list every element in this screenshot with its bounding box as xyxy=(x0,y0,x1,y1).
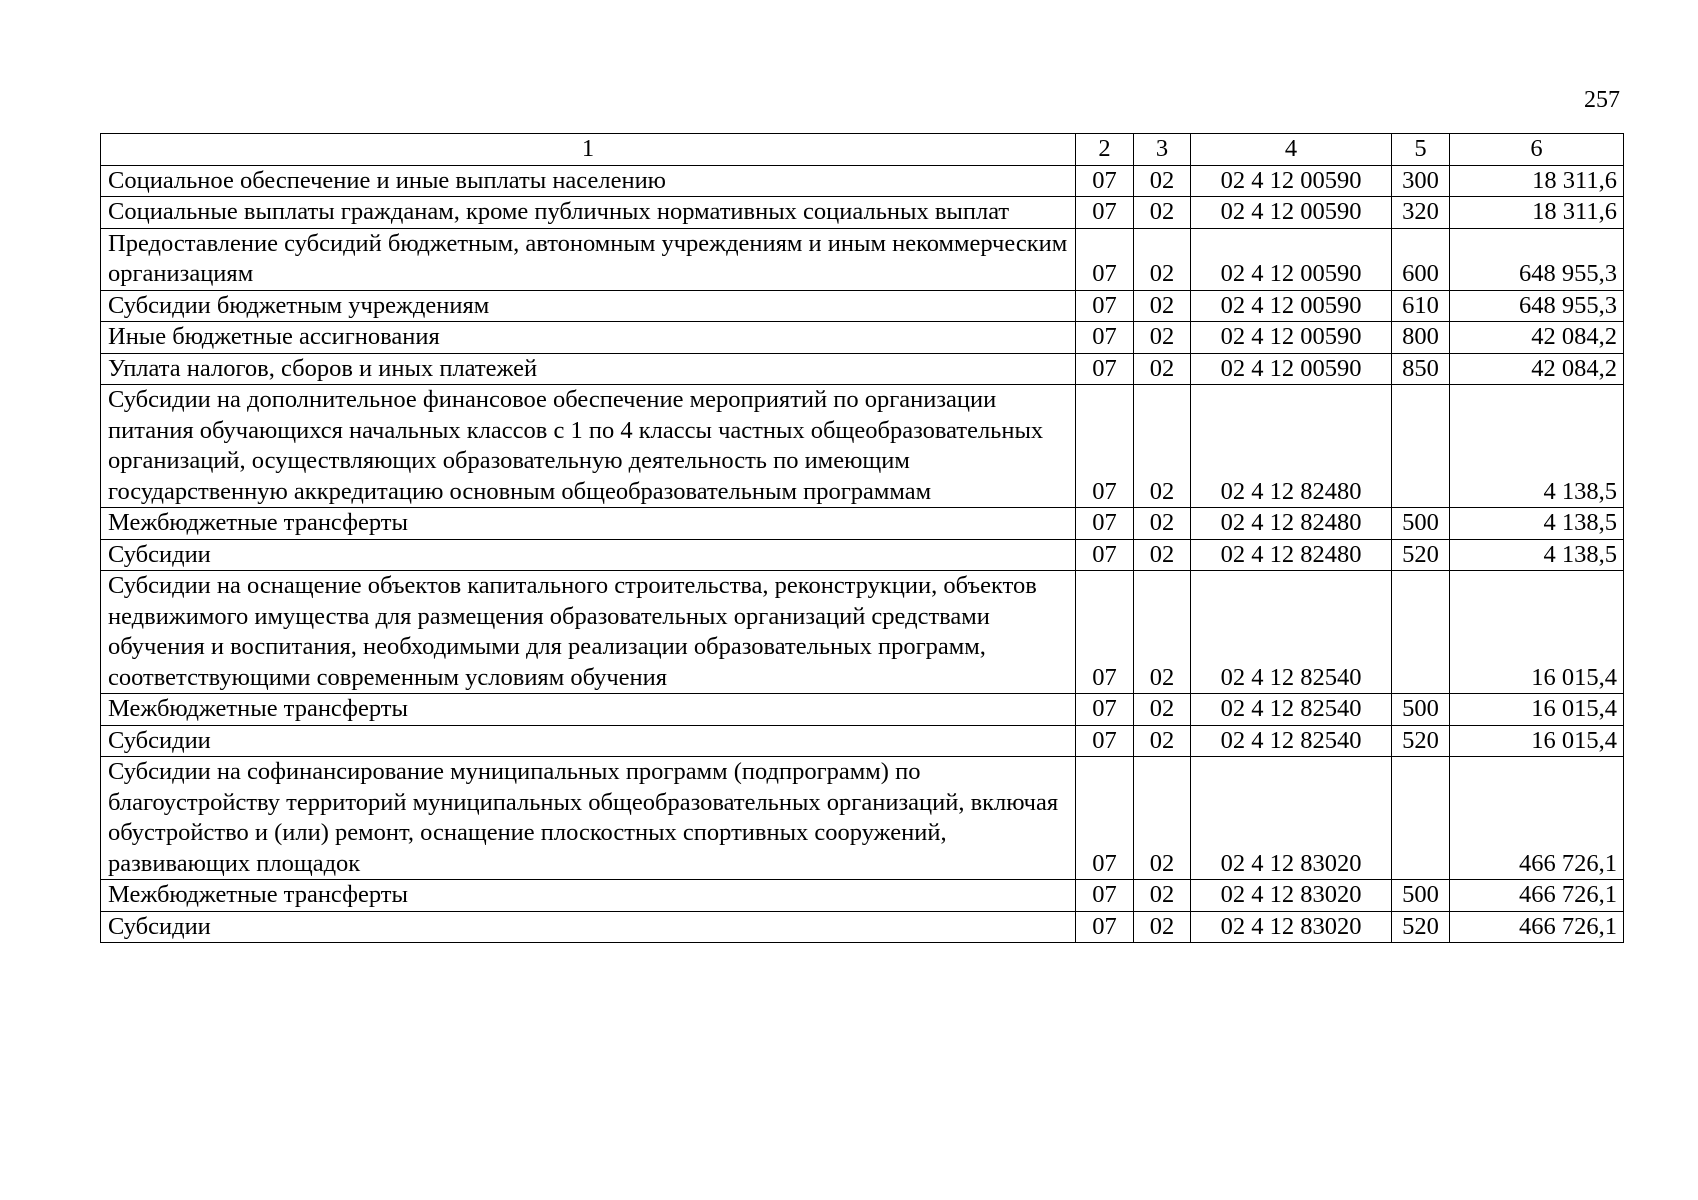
row-target-article-cell: 02 4 12 00590 xyxy=(1191,290,1392,322)
row-target-article-cell: 02 4 12 82480 xyxy=(1191,385,1392,508)
row-name-cell: Субсидии бюджетным учреждениям xyxy=(101,290,1076,322)
row-expense-type-cell: 500 xyxy=(1392,880,1450,912)
page-number: 257 xyxy=(1584,87,1620,113)
row-name-cell: Межбюджетные трансферты xyxy=(101,880,1076,912)
row-amount-cell: 16 015,4 xyxy=(1450,571,1624,694)
row-target-article-cell: 02 4 12 82480 xyxy=(1191,539,1392,571)
table-body xyxy=(101,165,1624,943)
row-name-cell: Социальные выплаты гражданам, кроме публичных нормативных социальных выплат xyxy=(101,197,1076,229)
row-target-article-cell: 02 4 12 82540 xyxy=(1191,694,1392,726)
row-subsection-cell: 02 xyxy=(1134,322,1191,354)
row-section-cell: 07 xyxy=(1076,880,1134,912)
row-subsection-cell: 02 xyxy=(1134,228,1191,290)
row-expense-type-cell xyxy=(1392,571,1450,694)
row-amount-cell: 648 955,3 xyxy=(1450,290,1624,322)
row-subsection-cell: 02 xyxy=(1134,353,1191,385)
row-section-cell: 07 xyxy=(1076,197,1134,229)
row-name-cell: Предоставление субсидий бюджетным, автономным учреждениям и иным некоммерческим организациям xyxy=(101,228,1076,290)
row-section-cell: 07 xyxy=(1076,322,1134,354)
row-target-article-cell: 02 4 12 82480 xyxy=(1191,508,1392,540)
row-target-article-cell: 02 4 12 00590 xyxy=(1191,322,1392,354)
row-amount-cell: 4 138,5 xyxy=(1450,508,1624,540)
row-target-article-cell: 02 4 12 83020 xyxy=(1191,757,1392,880)
row-subsection-cell: 02 xyxy=(1134,725,1191,757)
header-col-2: 2 xyxy=(1076,134,1134,166)
table-row xyxy=(101,508,1624,540)
table-row xyxy=(101,228,1624,290)
row-name-cell: Субсидии на дополнительное финансовое обеспечение мероприятий по организации питания обучающихся начальных классов с 1 по 4 классы частных общеобразовательных организаций, осуществляющих образовательную деятельность по имеющим государственную аккредитацию основным общеобразовательным программам xyxy=(101,385,1076,508)
row-amount-cell: 42 084,2 xyxy=(1450,322,1624,354)
row-target-article-cell: 02 4 12 82540 xyxy=(1191,571,1392,694)
row-subsection-cell: 02 xyxy=(1134,880,1191,912)
table-row xyxy=(101,385,1624,508)
row-section-cell: 07 xyxy=(1076,228,1134,290)
row-expense-type-cell xyxy=(1392,385,1450,508)
row-section-cell: 07 xyxy=(1076,694,1134,726)
budget-table xyxy=(100,133,1624,943)
row-name-cell: Субсидии xyxy=(101,725,1076,757)
header-col-1: 1 xyxy=(101,134,1076,166)
row-subsection-cell: 02 xyxy=(1134,385,1191,508)
row-target-article-cell: 02 4 12 00590 xyxy=(1191,165,1392,197)
header-col-4: 4 xyxy=(1191,134,1392,166)
table-header xyxy=(101,134,1624,166)
row-subsection-cell: 02 xyxy=(1134,571,1191,694)
row-subsection-cell: 02 xyxy=(1134,694,1191,726)
header-col-5: 5 xyxy=(1392,134,1450,166)
row-amount-cell: 16 015,4 xyxy=(1450,694,1624,726)
row-section-cell: 07 xyxy=(1076,165,1134,197)
row-target-article-cell: 02 4 12 83020 xyxy=(1191,880,1392,912)
table-row xyxy=(101,165,1624,197)
row-target-article-cell: 02 4 12 00590 xyxy=(1191,228,1392,290)
row-expense-type-cell: 500 xyxy=(1392,508,1450,540)
row-amount-cell: 648 955,3 xyxy=(1450,228,1624,290)
row-amount-cell: 18 311,6 xyxy=(1450,165,1624,197)
table-row xyxy=(101,353,1624,385)
row-amount-cell: 466 726,1 xyxy=(1450,880,1624,912)
row-subsection-cell: 02 xyxy=(1134,539,1191,571)
row-expense-type-cell: 600 xyxy=(1392,228,1450,290)
row-name-cell: Субсидии на софинансирование муниципальных программ (подпрограмм) по благоустройству территорий муниципальных общеобразовательных организаций, включая обустройство и (или) ремонт, оснащение плоскостных спортивных сооружений, развивающих площадок xyxy=(101,757,1076,880)
row-amount-cell: 18 311,6 xyxy=(1450,197,1624,229)
row-section-cell: 07 xyxy=(1076,539,1134,571)
row-name-cell: Субсидии на оснащение объектов капитального строительства, реконструкции, объектов недвижимого имущества для размещения образовательных организаций средствами обучения и воспитания, необходимыми для реализации образовательных программ, соответствующими современным условиям обучения xyxy=(101,571,1076,694)
table-row xyxy=(101,757,1624,880)
row-section-cell: 07 xyxy=(1076,385,1134,508)
table-row xyxy=(101,290,1624,322)
row-target-article-cell: 02 4 12 00590 xyxy=(1191,197,1392,229)
row-section-cell: 07 xyxy=(1076,353,1134,385)
row-name-cell: Иные бюджетные ассигнования xyxy=(101,322,1076,354)
table-row xyxy=(101,539,1624,571)
table-row xyxy=(101,725,1624,757)
table-row xyxy=(101,911,1624,943)
row-subsection-cell: 02 xyxy=(1134,508,1191,540)
row-section-cell: 07 xyxy=(1076,757,1134,880)
row-section-cell: 07 xyxy=(1076,290,1134,322)
row-name-cell: Субсидии xyxy=(101,911,1076,943)
row-expense-type-cell: 800 xyxy=(1392,322,1450,354)
row-amount-cell: 42 084,2 xyxy=(1450,353,1624,385)
row-section-cell: 07 xyxy=(1076,571,1134,694)
row-amount-cell: 4 138,5 xyxy=(1450,539,1624,571)
row-amount-cell: 4 138,5 xyxy=(1450,385,1624,508)
header-col-3: 3 xyxy=(1134,134,1191,166)
row-name-cell: Субсидии xyxy=(101,539,1076,571)
row-name-cell: Уплата налогов, сборов и иных платежей xyxy=(101,353,1076,385)
row-expense-type-cell xyxy=(1392,757,1450,880)
row-expense-type-cell: 300 xyxy=(1392,165,1450,197)
row-name-cell: Социальное обеспечение и иные выплаты населению xyxy=(101,165,1076,197)
row-name-cell: Межбюджетные трансферты xyxy=(101,508,1076,540)
row-amount-cell: 16 015,4 xyxy=(1450,725,1624,757)
row-section-cell: 07 xyxy=(1076,911,1134,943)
row-expense-type-cell: 320 xyxy=(1392,197,1450,229)
row-amount-cell: 466 726,1 xyxy=(1450,911,1624,943)
row-amount-cell: 466 726,1 xyxy=(1450,757,1624,880)
row-expense-type-cell: 500 xyxy=(1392,694,1450,726)
row-expense-type-cell: 520 xyxy=(1392,725,1450,757)
row-expense-type-cell: 520 xyxy=(1392,539,1450,571)
row-target-article-cell: 02 4 12 00590 xyxy=(1191,353,1392,385)
row-subsection-cell: 02 xyxy=(1134,911,1191,943)
row-subsection-cell: 02 xyxy=(1134,165,1191,197)
row-subsection-cell: 02 xyxy=(1134,757,1191,880)
row-subsection-cell: 02 xyxy=(1134,290,1191,322)
row-name-cell: Межбюджетные трансферты xyxy=(101,694,1076,726)
table-row xyxy=(101,322,1624,354)
row-expense-type-cell: 850 xyxy=(1392,353,1450,385)
row-target-article-cell: 02 4 12 82540 xyxy=(1191,725,1392,757)
row-subsection-cell: 02 xyxy=(1134,197,1191,229)
table-row xyxy=(101,694,1624,726)
header-col-6: 6 xyxy=(1450,134,1624,166)
table-row xyxy=(101,880,1624,912)
row-target-article-cell: 02 4 12 83020 xyxy=(1191,911,1392,943)
table-row xyxy=(101,197,1624,229)
row-expense-type-cell: 610 xyxy=(1392,290,1450,322)
row-section-cell: 07 xyxy=(1076,508,1134,540)
row-expense-type-cell: 520 xyxy=(1392,911,1450,943)
header-row xyxy=(101,134,1624,166)
row-section-cell: 07 xyxy=(1076,725,1134,757)
table-row xyxy=(101,571,1624,694)
